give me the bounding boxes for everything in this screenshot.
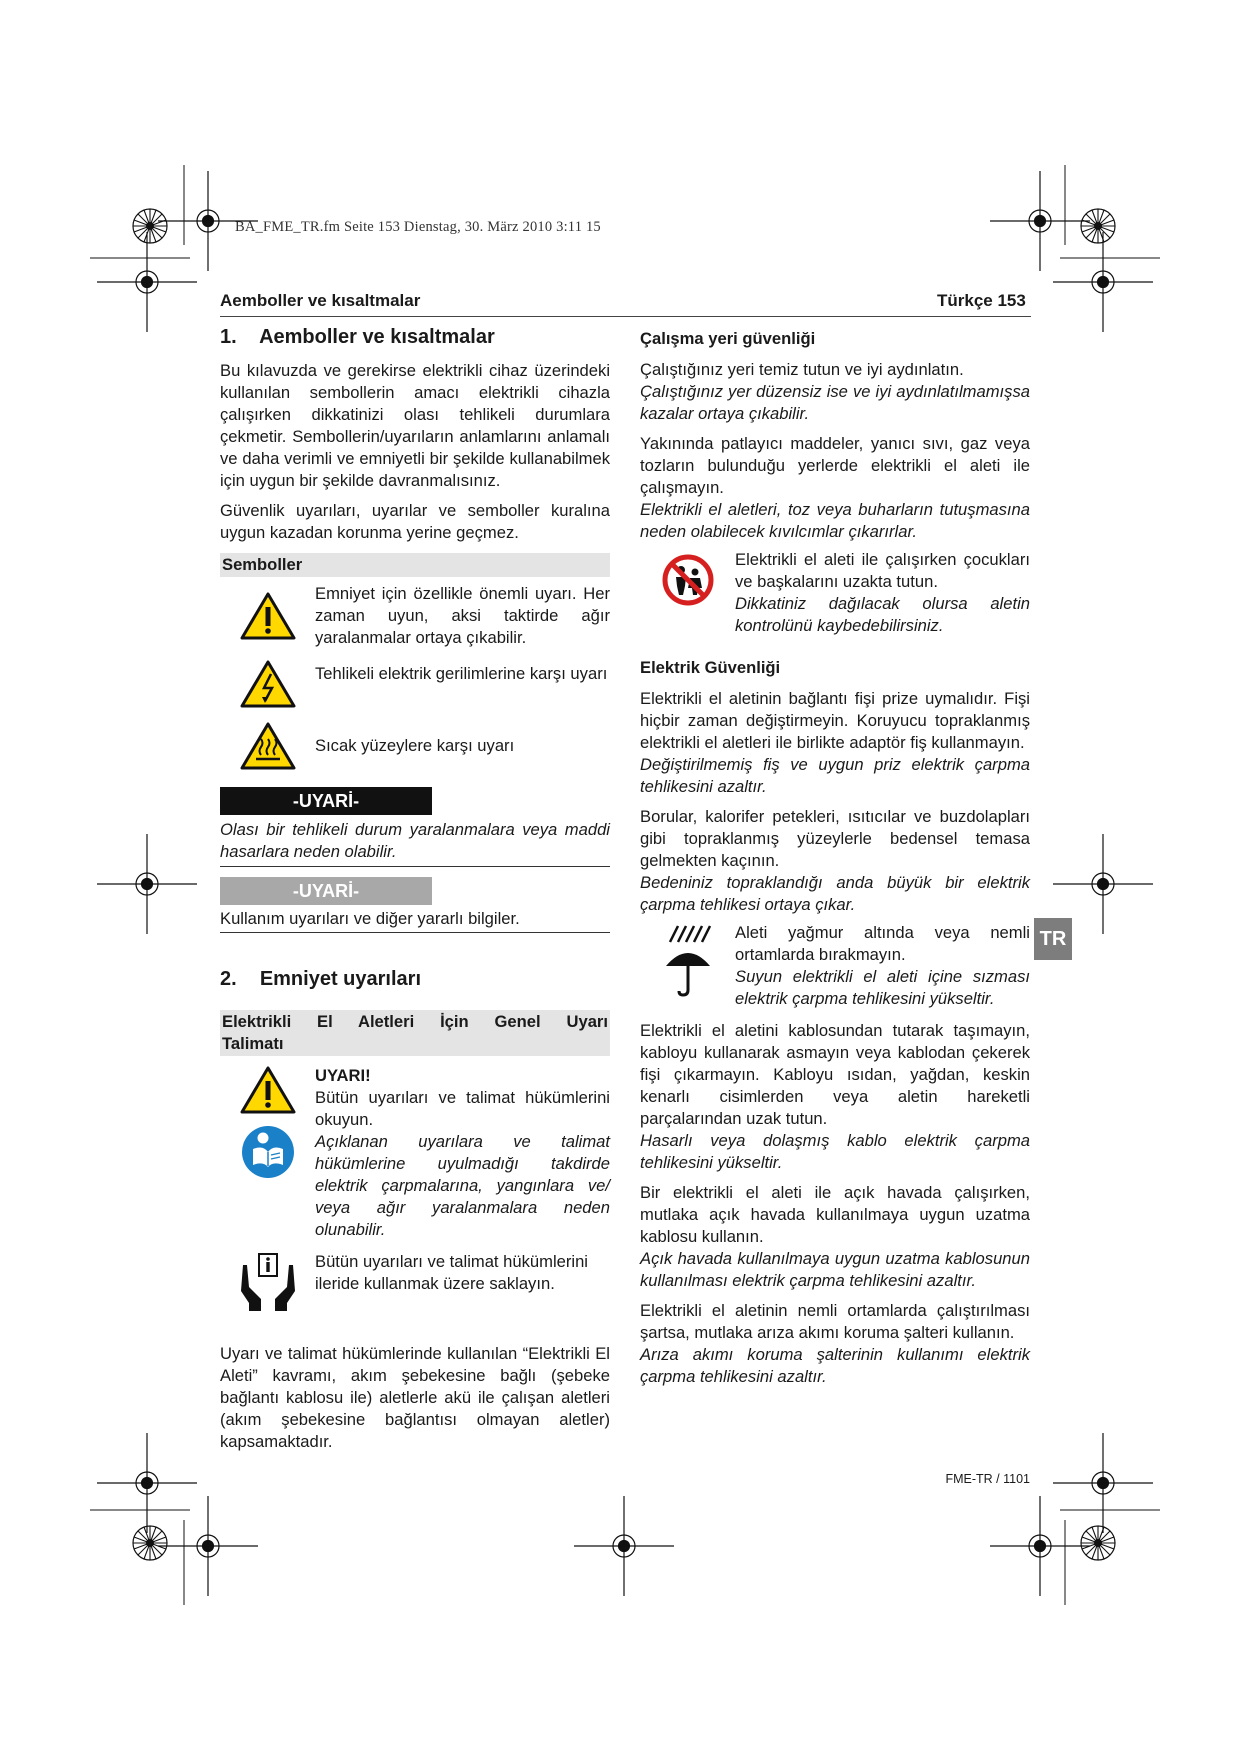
left-column bbox=[220, 326, 610, 1453]
symbols-heading: Semboller bbox=[220, 553, 610, 577]
elec-para-4-italic: Hasarlı veya dolaşmış kablo elektrik çarpma tehlikesini yükseltir. bbox=[640, 1131, 1030, 1172]
electric-hazard-icon bbox=[220, 659, 315, 709]
symbol-row-warning bbox=[220, 583, 610, 649]
header-rule bbox=[220, 316, 1031, 317]
elec-para-4: Elektrikli el aletini kablosundan tutarak taşımayın, kabloyu kullanarak asmayın veya kablodan çekerek fişi çıkarmayın. Kabloyu ısıdan, yağdan, keskin kenarlı cisimlerden veya aletin hareketli parçalarından uzak tutun. bbox=[640, 1021, 1030, 1128]
hot-surface-icon bbox=[220, 721, 315, 771]
uyari-italic: Açıklanan uyarılara ve talimat hükümlerine uyulmadığı takdirde elektrik çarpmalarına, yangınlara ve/ veya ağır yaralanmalara neden olunabilir. bbox=[315, 1132, 610, 1239]
elec-para-3: Aleti yağmur altında veya nemli ortamlarda bırakmayın. bbox=[735, 923, 1030, 964]
keep-instructions-block bbox=[220, 1251, 610, 1313]
section2-heading bbox=[220, 968, 610, 990]
language-tab: TR bbox=[1034, 918, 1072, 960]
elec-para-5: Bir elektrikli el aleti ile açık havada çalışırken, mutlaka açık havada kullanılmaya uygun uzatma kablosu kullanın. bbox=[640, 1183, 1030, 1246]
elec-para-5-italic: Açık havada kullanılmaya uygun uzatma kablosunun kullanılması elektrik çarpma tehlikesini azaltır. bbox=[640, 1249, 1030, 1290]
keep-manual-icon bbox=[220, 1251, 315, 1313]
warning-text-black: Olası bir tehlikeli durum yaralanmalara veya maddi hasarlara neden olabilir. bbox=[220, 820, 610, 861]
warning-triangle-icon bbox=[240, 1065, 296, 1121]
work-para-2: Yakınında patlayıcı maddeler, yanıcı sıvı, gaz veya tozların bulunduğu yerlerde elektrikli el aleti ile çalışmayın. bbox=[640, 434, 1030, 497]
rain-warning-block bbox=[640, 922, 1030, 1010]
symbol-row-hot bbox=[220, 721, 610, 771]
section1-number: 1. bbox=[220, 326, 237, 348]
general-safety-subheading: Elektrikli El Aletleri İçin Genel Uyarı Talimatı bbox=[220, 1010, 610, 1056]
elec-para-2-italic: Bedeniniz topraklandığı anda büyük bir elektrik çarpma tehlikesi ortaya çıkar. bbox=[640, 873, 1030, 914]
section1-title: Aemboller ve kısaltmalar bbox=[259, 326, 495, 348]
header-page-number: Türkçe 153 bbox=[937, 291, 1026, 310]
divider bbox=[220, 932, 610, 933]
warning-label-black: -UYARİ- bbox=[220, 787, 432, 815]
keep-children-away-icon bbox=[640, 549, 735, 637]
elec-para-6: Elektrikli el aletinin nemli ortamlarda çalıştırılması şartsa, mutlaka arıza akımı koruma şalteri kullanın. bbox=[640, 1301, 1030, 1342]
symbol-text-electric: Tehlikeli elektrik gerilimlerine karşı uyarı bbox=[315, 664, 608, 683]
work-para-3: Elektrikli el aleti ile çalışırken çocukları ve başkalarını uzakta tutun. bbox=[735, 550, 1030, 591]
section2-number: 2. bbox=[220, 968, 237, 990]
section1-intro: Bu kılavuzda ve gerekirse elektrikli cihaz üzerindeki kullanılan sembollerin amacı elektrikli cihazla çalışırken dikkatinizi olası tehlikeli durumlara çekmetir. Sembollerin/uyarıların anlamlarını anlamalı ve daha verimli ve emniyetli bir şekilde kullanabilmek için uygun bir şekilde davranmalısınız. bbox=[220, 361, 610, 490]
header-section-title: Aemboller ve kısaltmalar bbox=[220, 291, 421, 310]
work-para-1: Çalıştığınız yeri temiz tutun ve iyi aydınlatın. bbox=[640, 360, 964, 379]
keep-children-away-block bbox=[640, 549, 1030, 637]
file-info-line: BA_FME_TR.fm Seite 153 Dienstag, 30. März 2010 3:11 15 bbox=[235, 219, 601, 235]
umbrella-rain-icon bbox=[640, 922, 735, 1010]
work-para-3-italic: Dikkatiniz dağılacak olursa aletin kontrolünü kaybedebilirsiniz. bbox=[735, 594, 1030, 635]
symbol-row-electric bbox=[220, 659, 610, 709]
elec-para-6-italic: Arıza akımı koruma şalterinin kullanımı elektrik çarpma tehlikesini azaltır. bbox=[640, 1345, 1030, 1386]
keep-instructions-text: Bütün uyarıları ve talimat hükümlerini ileride kullanmak üzere saklayın. bbox=[315, 1252, 588, 1293]
read-manual-icon bbox=[241, 1125, 295, 1185]
electrical-safety-heading: Elektrik Güvenliği bbox=[640, 658, 781, 677]
elec-para-1-italic: Değiştirilmemiş fiş ve uygun priz elektrik çarpma tehlikesini azaltır. bbox=[640, 755, 1030, 796]
right-column bbox=[640, 328, 1030, 1388]
section2-title: Emniyet uyarıları bbox=[259, 968, 421, 990]
footer-reference: FME-TR / 1101 bbox=[945, 1472, 1030, 1486]
read-instructions-block bbox=[220, 1065, 610, 1241]
symbol-text-warning: Emniyet için özellikle önemli uyarı. Her zaman uyun, aksi taktirde ağır yaralanmalar ortaya çıkabilir. bbox=[315, 584, 610, 647]
uyari-text: Bütün uyarıları ve talimat hükümlerini okuyun. bbox=[315, 1088, 610, 1129]
warning-label-grey: -UYARİ- bbox=[220, 877, 432, 905]
section1-note: Güvenlik uyarıları, uyarılar ve semboller kuralına uygun kazadan korunma yerine geçmez. bbox=[220, 501, 610, 542]
elec-para-1: Elektrikli el aletinin bağlantı fişi prize uymalıdır. Fişi hiçbir zaman değiştirmeyin. Koruyucu topraklanmış elektrikli el aletleri ile birlikte adaptör fiş kullanmayın. bbox=[640, 689, 1030, 752]
symbol-text-hot: Sıcak yüzeylere karşı uyarı bbox=[315, 736, 515, 755]
elec-para-3-italic: Suyun elektrikli el aleti içine sızması elektrik çarpma tehlikesini yükseltir. bbox=[735, 967, 1030, 1008]
section1-heading bbox=[220, 326, 610, 348]
uyari-title: UYARI! bbox=[315, 1066, 371, 1085]
warning-text-grey: Kullanım uyarıları ve diğer yararlı bilgiler. bbox=[220, 909, 520, 928]
work-area-heading: Çalışma yeri güvenliği bbox=[640, 329, 816, 348]
work-para-2-italic: Elektrikli el aletleri, toz veya buharların tutuşmasına neden olabilecek kıvılcımlar çıkarırlar. bbox=[640, 500, 1030, 541]
divider bbox=[220, 866, 610, 867]
warning-triangle-icon bbox=[220, 591, 315, 641]
read-instructions-icons bbox=[220, 1065, 315, 1241]
elec-para-2: Borular, kalorifer petekleri, ısıtıcılar ve buzdolapları gibi topraklanmış yüzeylerle bedensel temasa gelmekten kaçının. bbox=[640, 807, 1030, 870]
closing-paragraph: Uyarı ve talimat hükümlerinde kullanılan “Elektrikli El Aleti” kavramı, akım şebekesine bağlı (şebeke bağlantı kablosu ile) aletlerle akü ile çalışan aletleri (akım şebekesine bağlantısı olmayan aletler) kapsamaktadır. bbox=[220, 1344, 610, 1451]
work-para-1-italic: Çalıştığınız yer düzensiz ise ve iyi aydınlatılmamışsa kazalar ortaya çıkabilir. bbox=[640, 382, 1030, 423]
